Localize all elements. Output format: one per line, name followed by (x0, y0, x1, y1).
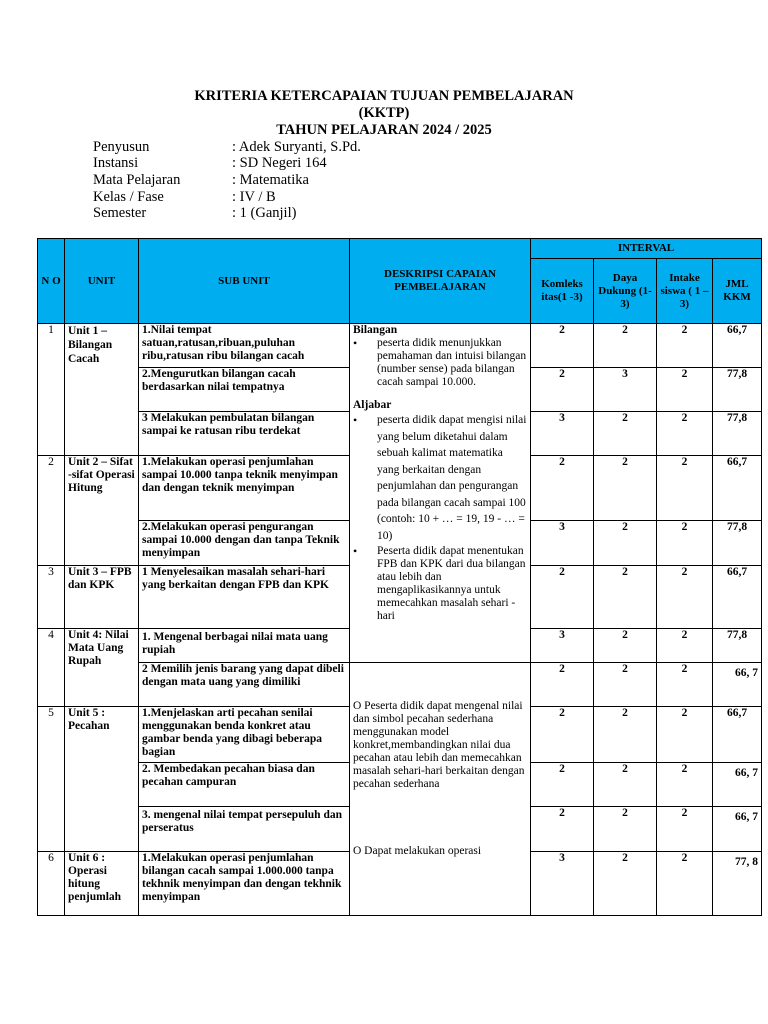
daya-dukung-value: 2 (594, 629, 657, 663)
meta-label-mapel: Mata Pelajaran (93, 172, 181, 188)
kompleksitas-value: 2 (531, 324, 594, 368)
kkm-value: 66, 7 (713, 663, 762, 707)
meta-label-penyusun: Penyusun (93, 139, 150, 155)
document-title: KRITERIA KETERCAPAIAN TUJUAN PEMBELAJARAN (194, 88, 574, 104)
sub-unit: 2. Membedakan pecahan biasa dan pecahan campuran (139, 763, 350, 807)
kkm-value: 66, 7 (713, 763, 762, 807)
intake-value: 2 (657, 807, 713, 852)
kompleksitas-value: 2 (531, 368, 594, 412)
daya-dukung-value: 2 (594, 324, 657, 368)
intake-value: 2 (657, 456, 713, 521)
unit-name: Unit 4: Nilai Mata Uang Rupah (65, 629, 139, 707)
kkm-value: 77,8 (713, 368, 762, 412)
meta-value-penyusun: : Adek Suryanti, S.Pd. (232, 139, 361, 155)
header-unit: UNIT (65, 239, 139, 324)
unit-number: 2 (38, 456, 65, 566)
daya-dukung-value: 2 (594, 456, 657, 521)
kompleksitas-value: 2 (531, 807, 594, 852)
document-subtitle: (KKTP) (358, 105, 410, 121)
kkm-value: 77,8 (713, 521, 762, 566)
kompleksitas-value: 2 (531, 566, 594, 629)
deskripsi-heading-aljabar: Aljabar (353, 399, 392, 411)
kktp-table (37, 238, 762, 916)
meta-label-semester: Semester (93, 205, 147, 221)
intake-value: 2 (657, 707, 713, 763)
deskripsi-pecahan: O Peserta didik dapat mengenal nilai dan simbol pecahan sederhana menggunakan model konkret,membandingkan nilai dua pecahan atau lebih dan memecahkan masalah sehari-hari berkaitan dengan pecahan sederhana (353, 700, 525, 790)
kompleksitas-value: 3 (531, 521, 594, 566)
kkm-value: 77,8 (713, 412, 762, 456)
sub-unit: 1.Menjelaskan arti pecahan senilai menggunakan benda konkret atau gambar benda yang dibagi beberapa bagian (139, 707, 350, 763)
kkm-value: 66,7 (713, 707, 762, 763)
kkm-value: 77,8 (713, 629, 762, 663)
sub-unit: 1. Mengenal berbagai nilai mata uang rupiah (139, 629, 350, 663)
unit-name: Unit 1 – Bilangan Cacah (65, 324, 139, 456)
intake-value: 2 (657, 566, 713, 629)
daya-dukung-value: 2 (594, 566, 657, 629)
intake-value: 2 (657, 629, 713, 663)
meta-value-kelas: : IV / B (232, 189, 276, 205)
sub-unit: 3 Melakukan pembulatan bilangan sampai ke ratusan ribu terdekat (139, 412, 350, 456)
unit-number: 6 (38, 852, 65, 916)
sub-unit: 3. mengenal nilai tempat persepuluh dan perseratus (139, 807, 350, 852)
kompleksitas-value: 3 (531, 852, 594, 916)
header-kompleksitas: Komleks itas(1 -3) (531, 259, 594, 324)
deskripsi-capaian-b (350, 663, 531, 916)
intake-value: 2 (657, 368, 713, 412)
deskripsi-bullet: • peserta didik dapat mengisi nilai yang belum diketahui dalam sebuah kalimat matematika yang berkaitan dengan penjumlahan dan pengurangan pada bilangan cacah sampai 100 (contoh: 10 + … = 19, 19 - … = 10) (353, 412, 527, 544)
daya-dukung-value: 2 (594, 412, 657, 456)
kompleksitas-value: 2 (531, 663, 594, 707)
unit-number: 1 (38, 324, 65, 456)
sub-unit: 1.Melakukan operasi penjumlahan sampai 10.000 tanpa teknik menyimpan dan dengan teknik menyimpan (139, 456, 350, 521)
unit-number: 4 (38, 629, 65, 707)
kkm-value: 66,7 (713, 324, 762, 368)
intake-value: 2 (657, 324, 713, 368)
daya-dukung-value: 3 (594, 368, 657, 412)
intake-value: 2 (657, 663, 713, 707)
header-deskripsi: DESKRIPSI CAPAIAN PEMBELAJARAN (350, 239, 531, 324)
deskripsi-bullet: • peserta didik menunjukkan pemahaman dan intuisi bilangan (number sense) pada bilangan cacah sampai 10.000. (353, 337, 527, 389)
meta-label-kelas: Kelas / Fase (93, 189, 164, 205)
sub-unit: 2 Memilih jenis barang yang dapat dibeli dengan mata uang yang dimiliki (139, 663, 350, 707)
unit-number: 3 (38, 566, 65, 629)
academic-year: TAHUN PELAJARAN 2024 / 2025 (276, 122, 492, 138)
deskripsi-operasi: O Dapat melakukan operasi (353, 845, 482, 857)
unit-name: Unit 2 – Sifat -sifat Operasi Hitung (65, 456, 139, 566)
unit-name: Unit 6 : Operasi hitung penjumlah (65, 852, 139, 916)
kkm-value: 77, 8 (713, 852, 762, 916)
deskripsi-bullet: • Peserta didik dapat menentukan FPB dan KPK dari dua bilangan atau lebih dan mengaplikasikannya untuk memecahkan masalah sehari -hari (353, 545, 527, 623)
header-sub-unit: SUB UNIT (139, 239, 350, 324)
meta-label-instansi: Instansi (93, 155, 139, 171)
kkm-value: 66,7 (713, 456, 762, 521)
kompleksitas-value: 2 (531, 763, 594, 807)
sub-unit: 1.Melakukan operasi penjumlahan bilangan cacah sampai 1.000.000 tanpa tekhnik menyimpan dan dengan tekhnik menyimpan (139, 852, 350, 916)
meta-value-mapel: : Matematika (232, 172, 309, 188)
header-intake: Intake siswa ( 1 – 3) (657, 259, 713, 324)
daya-dukung-value: 2 (594, 663, 657, 707)
deskripsi-heading-bilangan: Bilangan (353, 324, 398, 336)
meta-value-instansi: : SD Negeri 164 (232, 155, 327, 171)
sub-unit: 1.Nilai tempat satuan,ratusan,ribuan,puluhan ribu,ratusan ribu bilangan cacah (139, 324, 350, 368)
header-jml-kkm: JML KKM (713, 259, 762, 324)
header-no: N O (38, 239, 65, 324)
intake-value: 2 (657, 412, 713, 456)
header-daya-dukung: Daya Dukung (1-3) (594, 259, 657, 324)
kkm-value: 66, 7 (713, 807, 762, 852)
unit-number: 5 (38, 707, 65, 852)
intake-value: 2 (657, 521, 713, 566)
header-interval: INTERVAL (531, 239, 762, 259)
kkm-value: 66,7 (713, 566, 762, 629)
kompleksitas-value: 3 (531, 629, 594, 663)
kompleksitas-value: 2 (531, 707, 594, 763)
daya-dukung-value: 2 (594, 707, 657, 763)
daya-dukung-value: 2 (594, 763, 657, 807)
unit-name: Unit 3 – FPB dan KPK (65, 566, 139, 629)
daya-dukung-value: 2 (594, 852, 657, 916)
deskripsi-capaian-a (350, 324, 531, 663)
daya-dukung-value: 2 (594, 521, 657, 566)
intake-value: 2 (657, 852, 713, 916)
intake-value: 2 (657, 763, 713, 807)
sub-unit: 2.Melakukan operasi pengurangan sampai 10.000 dengan dan tanpa Teknik menyimpan (139, 521, 350, 566)
sub-unit: 1 Menyelesaikan masalah sehari-hari yang berkaitan dengan FPB dan KPK (139, 566, 350, 629)
daya-dukung-value: 2 (594, 807, 657, 852)
kompleksitas-value: 3 (531, 412, 594, 456)
sub-unit: 2.Mengurutkan bilangan cacah berdasarkan nilai tempatnya (139, 368, 350, 412)
kompleksitas-value: 2 (531, 456, 594, 521)
unit-name: Unit 5 : Pecahan (65, 707, 139, 852)
meta-value-semester: : 1 (Ganjil) (232, 205, 297, 221)
